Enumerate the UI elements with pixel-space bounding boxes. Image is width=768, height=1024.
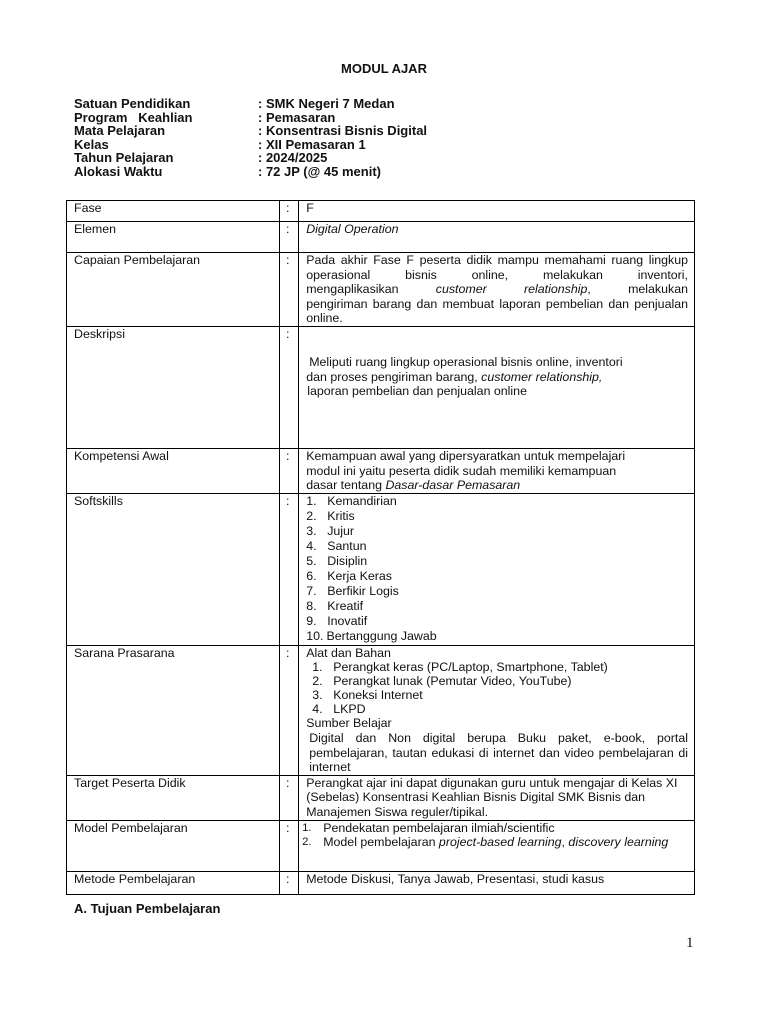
sarana-heading: Sumber Belajar [306,716,392,731]
list-item [302,835,688,850]
list-text [323,835,668,850]
model-text: Model pembelajaran [323,835,439,850]
list-item [306,524,688,539]
list-text: Bertanggung Jawab [326,628,437,643]
row-deskripsi [67,326,695,448]
meta-label: Satuan Pendidikan [74,96,191,111]
row-colon: : [280,820,299,871]
row-label: Target Peserta Didik [67,775,280,820]
list-item [302,821,688,836]
list-text: LKPD [333,702,366,717]
row-colon: : [280,645,299,775]
row-label: Deskripsi [67,326,280,448]
meta-label: Kelas [74,136,109,152]
row-sarana [67,645,695,775]
list-item [306,584,688,599]
meta-row [74,151,427,165]
list-number: 6. [306,568,317,583]
list-number: 10. [306,628,324,643]
list-number: 9. [306,613,317,628]
row-label: Softskills [67,493,280,645]
capaian-line [306,282,688,297]
list-item [306,629,688,644]
row-value: F [299,201,695,222]
list-number: 3. [312,688,323,703]
list-text: Perangkat keras (PC/Laptop, Smartphone, Tablet) [333,660,608,675]
list-item [312,660,688,674]
list-text: Jujur [327,523,355,538]
kompetensi-line: Kemampuan awal yang dipersyaratkan untuk mempelajari [306,448,626,463]
row-value [299,775,695,820]
row-metode [67,871,695,894]
row-value [299,820,695,871]
capaian-text: mengaplikasikan [306,282,399,297]
list-text: Berfikir Logis [327,583,399,598]
row-capaian [67,253,695,327]
row-colon: : [280,448,299,493]
list-text: Pendekatan pembelajaran ilmiah/scientific [323,820,555,835]
row-value: Digital Operation [299,222,695,253]
list-item [306,509,688,524]
list-item [306,554,688,569]
capaian-line: pengiriman barang dan membuat laporan pembelian dan penjualan online. [306,296,688,326]
identity-block [74,97,427,179]
row-colon: : [280,201,299,222]
list-item [306,569,688,584]
list-number: 1. [306,493,317,508]
row-colon: : [280,222,299,253]
row-colon: : [280,775,299,820]
kompetensi-line [306,478,688,493]
model-italic: project-based learning [438,835,562,850]
row-target [67,775,695,820]
row-colon: : [280,326,299,448]
deskripsi-text: dan proses pengiriman barang, [306,369,482,384]
module-table [66,200,695,895]
row-softskills [67,493,695,645]
section-heading: A. Tujuan Pembelajaran [74,901,221,916]
list-text: Kreatif [327,598,364,613]
meta-value: : Pemasaran [258,109,336,125]
meta-row [74,111,427,125]
row-colon: : [280,493,299,645]
list-text: Inovatif [327,613,368,628]
model-italic: discovery learning [568,835,669,850]
row-label: Sarana Prasarana [67,645,280,775]
row-value: Metode Diskusi, Tanya Jawab, Presentasi, studi kasus [299,871,695,894]
list-number: 7. [306,583,317,598]
meta-label: Program Keahlian [74,109,193,125]
list-number: 2. [306,508,317,523]
meta-value: : 2024/2025 [258,150,328,166]
meta-label: Mata Pelajaran [74,123,166,139]
meta-value: : SMK Negeri 7 Medan [258,96,395,111]
meta-row [74,165,427,179]
list-item [312,674,688,688]
list-item [306,599,688,614]
row-label: Kompetensi Awal [67,448,280,493]
list-item [306,539,688,554]
row-value [299,493,695,645]
kompetensi-text: dasar tentang [306,478,386,493]
capaian-line: Pada akhir Fase F peserta didik mampu memahami ruang lingkup operasional bisnis online, melakukan inventori, [306,253,688,282]
list-item [312,702,688,716]
target-text: Perangkat ajar ini dapat digunakan guru untuk mengajar di Kelas XI (Sebelas) Konsentrasi Keahlian Bisnis Digital SMK Bisnis dan Manajemen Siswa reguler/tipikal. [306,775,678,819]
row-label: Elemen [67,222,280,253]
row-label: Model Pembelajaran [67,820,280,871]
list-item [306,494,688,509]
document-title: MODUL AJAR [341,61,427,76]
list-number: 4. [312,702,323,717]
list-item [306,614,688,629]
row-label: Metode Pembelajaran [67,871,280,894]
list-number: 3. [306,523,317,538]
list-text: Santun [327,538,367,553]
list-text: Disiplin [327,553,368,568]
meta-value: : XII Pemasaran 1 [258,136,366,152]
row-colon: : [280,871,299,894]
row-value [299,253,695,327]
alat-bahan-list [306,660,688,716]
list-number: 1. [302,821,312,834]
list-number: 4. [306,538,317,553]
row-colon: : [280,253,299,327]
softskills-list [306,494,688,644]
kompetensi-italic: Dasar-dasar Pemasaran [385,478,521,493]
sumber-belajar-text: Digital dan Non digital berupa Buku paket, e-book, portal pembelajaran, tautan edukasi di internet dan video pembelajaran di internet [309,730,688,775]
list-text: Kritis [327,508,355,523]
row-kompetensi [67,448,695,493]
meta-label: Alokasi Waktu [74,163,163,179]
row-label: Capaian Pembelajaran [67,253,280,327]
row-value [299,448,695,493]
row-value [299,326,695,448]
model-text: , [561,835,569,850]
list-number: 2. [302,836,312,849]
list-text: Koneksi Internet [333,688,423,703]
list-text: Kerja Keras [327,568,392,583]
capaian-italic: customer relationship [435,282,588,297]
row-label: Fase [67,201,280,222]
meta-row [74,138,427,152]
list-number: 2. [312,674,323,689]
list-text: Perangkat lunak (Pemutar Video, YouTube) [333,674,572,689]
list-number: 8. [306,598,317,613]
row-fase [67,201,695,222]
deskripsi-line [306,370,688,385]
list-item [312,688,688,702]
deskripsi-line: Meliputi ruang lingkup operasional bisnis online, inventori [309,354,623,369]
page-number: 1 [686,935,694,951]
kompetensi-line: modul ini yaitu peserta didik sudah memiliki kemampuan [306,463,617,478]
deskripsi-italic: customer relationship, [481,369,603,384]
row-value [299,645,695,775]
meta-value: : Konsentrasi Bisnis Digital [258,123,428,139]
deskripsi-line: laporan pembelian dan penjualan online [307,384,527,399]
sarana-heading: Alat dan Bahan [306,645,391,660]
list-text: Kemandirian [327,493,397,508]
meta-row [74,97,427,111]
list-number: 1. [312,660,323,675]
row-elemen [67,222,695,253]
model-list [302,821,688,850]
meta-value: : 72 JP (@ 45 menit) [258,163,381,179]
meta-row [74,124,427,138]
list-number: 5. [306,553,317,568]
meta-label: Tahun Pelajaran [74,150,174,166]
row-model [67,820,695,871]
capaian-text: , melakukan [587,282,688,297]
